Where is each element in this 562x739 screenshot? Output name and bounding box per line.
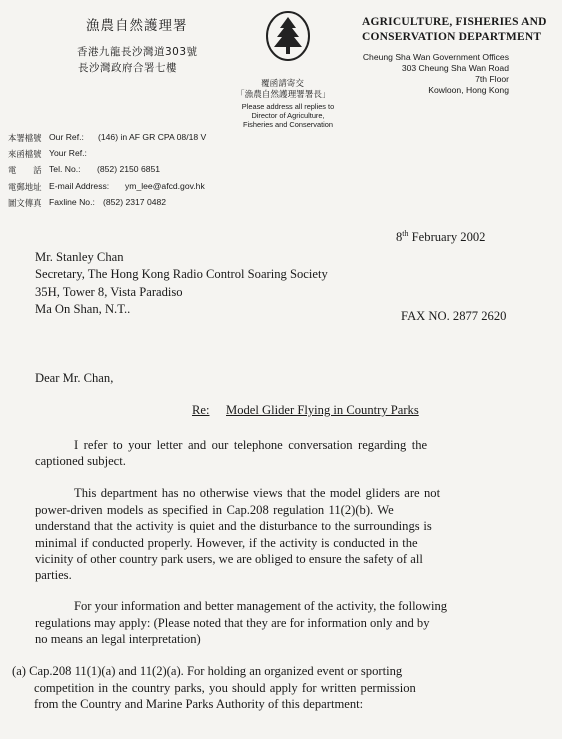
paragraph-2-line-3: understand that the activity is quiet and the disturbance to the surroundings is [35,519,432,533]
ref-email-label: E-mail Address: [49,181,110,191]
ref-tel-label: Tel. No.: [49,164,81,174]
item-a-line-2: competition in the country parks, you should apply for written permission [34,681,416,695]
ref-email-label-zh: 電郵地址 [8,182,42,192]
paragraph-1-line-1: I refer to your letter and our telephone conversation regarding the [74,438,428,452]
date-day: 8 [396,230,403,245]
item-a-line-3: from the Country and Marine Parks Authority of this department: [34,697,364,711]
ref-email-value: ym_lee@afcd.gov.hk [125,181,205,191]
subject-title: Model Glider Flying in Country Parks [226,403,419,417]
paragraph-2-line-4: minimal if conducted properly. However, if the activity is conducted in the [35,536,418,550]
zh-address-line-2: 長沙灣政府合署七樓 [78,62,177,74]
date-rest: February 2002 [408,230,486,245]
paragraph-3-line-3: no means an legal interpretation) [35,632,201,646]
date-suffix: th [402,229,409,238]
en-address-line-4: Kowloon, Hong Kong [428,85,509,95]
en-address-line-1: Cheung Sha Wan Government Offices [362,52,509,62]
ref-fax-label-zh: 圖文傳真 [8,198,42,208]
en-address-line-3: 7th Floor [475,74,509,84]
recipient-line-3: 35H, Tower 8, Vista Paradiso [35,285,183,299]
paragraph-2-line-2: power-driven models as specified in Cap.208 regulation 11(2)(b). We [35,503,394,517]
ref-tel-value: (852) 2150 6851 [97,164,161,174]
salutation: Dear Mr. Chan, [35,371,114,385]
reply-note-en: Please address all replies to Director of Agriculture, Fisheries and Conservation [241,102,335,129]
fax-number: FAX NO. 2877 2620 [401,309,507,323]
paragraph-2-line-1: This department has no otherwise views that the model gliders are not [74,486,441,500]
department-emblem-icon [263,10,313,65]
ref-your-label: Your Ref.: [49,148,87,158]
ref-our-label-zh: 本署檔號 [8,133,42,143]
letter-date [396,229,485,245]
zh-department-name: 漁農自然護理署 [86,18,188,34]
ref-fax-value: (852) 2317 0482 [103,197,167,207]
ref-your-label-zh: 來函檔號 [8,149,42,159]
paragraph-1-line-2: captioned subject. [35,454,126,468]
item-a-line-1: (a) Cap.208 11(1)(a) and 11(2)(a). For holding an organized event or sporting [12,664,403,678]
recipient-line-1: Mr. Stanley Chan [35,250,124,264]
zh-address-line-1: 香港九龍長沙灣道303號 [77,46,198,58]
paragraph-2-line-6: parties. [35,568,72,582]
ref-fax-label: Faxline No.: [49,197,95,207]
ref-our-label: Our Ref.: [49,132,84,142]
ref-tel-label-zh: 電 話 [8,165,42,175]
reply-note-zh-1: 覆函請寄交 [261,79,304,89]
recipient-line-4: Ma On Shan, N.T.. [35,302,131,316]
en-department-name-2: CONSERVATION DEPARTMENT [362,31,542,43]
paragraph-3-line-2: regulations may apply: (Please noted that they are for information only and by [35,616,430,630]
en-address-line-2: 303 Cheung Sha Wan Road [401,63,509,73]
en-department-name-1: AGRICULTURE, FISHERIES AND [362,16,547,28]
paragraph-3-line-1: For your information and better management of the activity, the following [74,599,448,613]
recipient-line-2: Secretary, The Hong Kong Radio Control Soaring Society [35,267,328,281]
paragraph-2-line-5: vicinity of other country park users, we are obliged to ensure the safety of all [35,552,423,566]
ref-our-value: (146) in AF GR CPA 08/18 V [98,132,207,142]
reply-note-zh-2: 「漁農自然護理署署長」 [236,90,331,100]
subject-re: Re: [192,403,210,417]
